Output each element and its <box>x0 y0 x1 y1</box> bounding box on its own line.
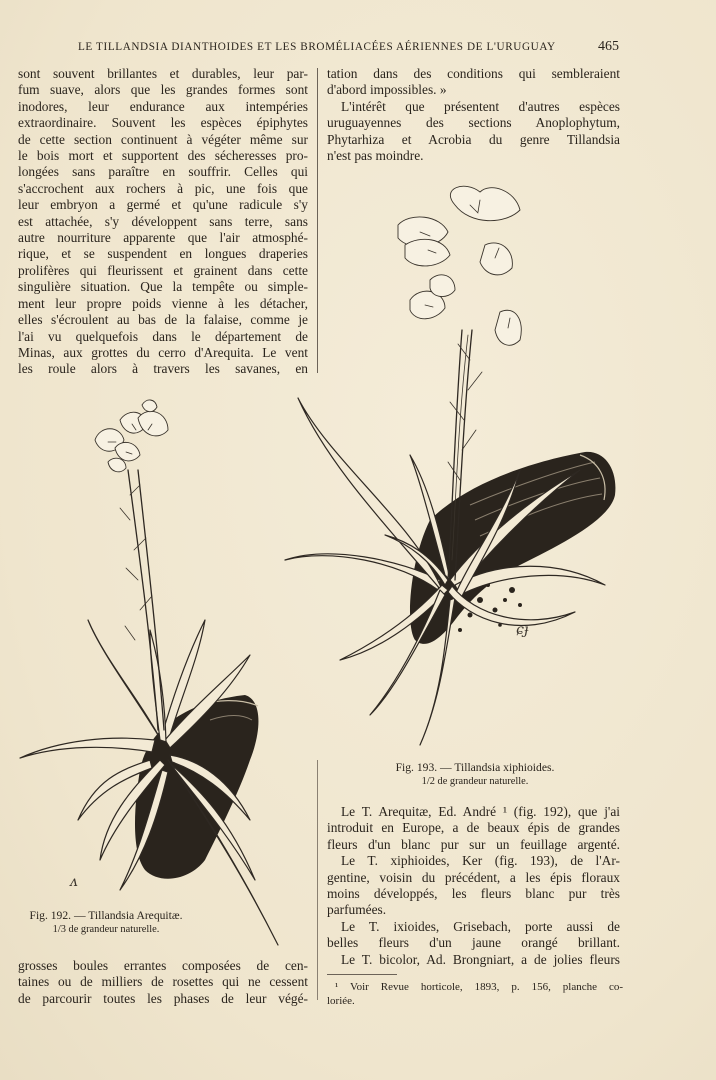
text-line: uruguayennes des sections Anoplophytum, <box>327 115 620 131</box>
left-column-bottom-text <box>18 958 308 1007</box>
text-line: les roule alors à travers les savanes, en <box>18 361 308 377</box>
text-line: belles fleurs d'un jaune orangé brillant. <box>327 935 620 951</box>
artist-signature-2: ᴧ <box>70 874 78 890</box>
text-line: sont souvent brillantes et durables, leur par- <box>18 66 308 81</box>
text-line: fleurs d'un blanc pur sur un feuillage argenté. <box>327 836 620 852</box>
fig192-title: Fig. 192. — Tillandsia Arequitæ. <box>29 909 183 922</box>
text-line: l'ai vu quelquefois dans le département de <box>18 328 308 344</box>
text-line: autre nourriture apparente que l'air atmosphé- <box>18 230 308 246</box>
text-line: taines ou de milliers de rosettes qui ne cessent <box>18 974 308 990</box>
page-number: 465 <box>598 39 619 54</box>
text-line: d'abord impossibles. » <box>327 82 447 98</box>
text-line: ment leur propre poids vienne à les détacher, <box>18 295 308 311</box>
text-line: Le T. Arequitæ, Ed. André ¹ (fig. 192), que j'ai <box>341 804 620 819</box>
text-line: tation dans des conditions qui sembleraient <box>327 66 620 81</box>
right-column-bottom-text <box>327 804 620 968</box>
text-line: introduit en Europe, a de beaux épis de grandes <box>327 820 620 836</box>
text-line: Le T. xiphioides, Ker (fig. 193), de l'Ar- <box>341 853 620 869</box>
footnote-rule <box>327 974 397 975</box>
text-line: Le T. ixioides, Grisebach, porte aussi de <box>341 918 620 934</box>
text-line: Phytarhiza et Acrobia du genre Tillandsia <box>327 131 620 147</box>
fig192-scale: 1/3 de grandeur naturelle. <box>52 924 160 935</box>
fig192-caption <box>16 909 196 937</box>
text-line: L'intérêt que présentent d'autres espèces <box>341 98 620 114</box>
footnote-line: loriée. <box>327 994 355 1007</box>
text-line: est attachée, s'y développent sans terre, sans <box>18 213 308 229</box>
text-line: longées sans paraître en souffrir. Celles qui <box>18 164 308 180</box>
text-line: elles s'écroulent au bas de la falaise, comme je <box>18 312 308 328</box>
text-line: gentine, voisin du précédent, a les épis floraux <box>327 869 620 885</box>
footnote-line: ¹ Voir Revue horticole, 1893, p. 156, planche co- <box>335 981 623 993</box>
fig193-title: Fig. 193. — Tillandsia xiphioides. <box>395 761 555 774</box>
text-line: inodores, leur endurance aux intempéries <box>18 98 308 114</box>
text-line: moins développés, les fleurs blanc pur très <box>327 886 620 902</box>
footnote <box>327 981 623 1008</box>
text-line: fum suave, alors que les grandes formes sont <box>18 82 308 98</box>
text-line: grosses boules errantes composées de cen- <box>18 958 308 973</box>
running-head: LE TILLANDSIA DIANTHOIDES ET LES BROMÉLIACÉES AÉRIENNES DE L'URUGUAY <box>78 41 556 53</box>
text-line: prolifères qui fleurissent et grainent dans cette <box>18 262 308 278</box>
text-line: de cette section continuent à végéter même sur <box>18 131 308 147</box>
text-line: leur embryon a germé et qu'une radicule s'y <box>18 197 308 213</box>
artist-signature: ɕɟ <box>516 622 529 638</box>
fig193-scale: 1/2 de grandeur naturelle. <box>421 776 529 787</box>
text-line: le bois mort et supportent des sécheresses pro- <box>18 148 308 164</box>
text-line: Le T. bicolor, Ad. Brongniart, a de jolies fleurs <box>341 951 620 967</box>
text-line: rique, et se suspendent en longues draperies <box>18 246 308 262</box>
text-line: extraordinaire. Souvent les espèces épiphytes <box>18 115 308 131</box>
text-line: parfumées. <box>327 902 387 918</box>
text-line: de parcourir toutes les phases de leur végé- <box>18 990 308 1006</box>
text-line: s'accrochent aux rochers à pic, une fois que <box>18 180 308 196</box>
text-line: Minas, aux grottes du cerro d'Arequita. Le vent <box>18 344 308 360</box>
text-line: singulière situation. Que la tempête ou simple- <box>18 279 308 295</box>
text-line: n'est pas moindre. <box>327 148 424 164</box>
